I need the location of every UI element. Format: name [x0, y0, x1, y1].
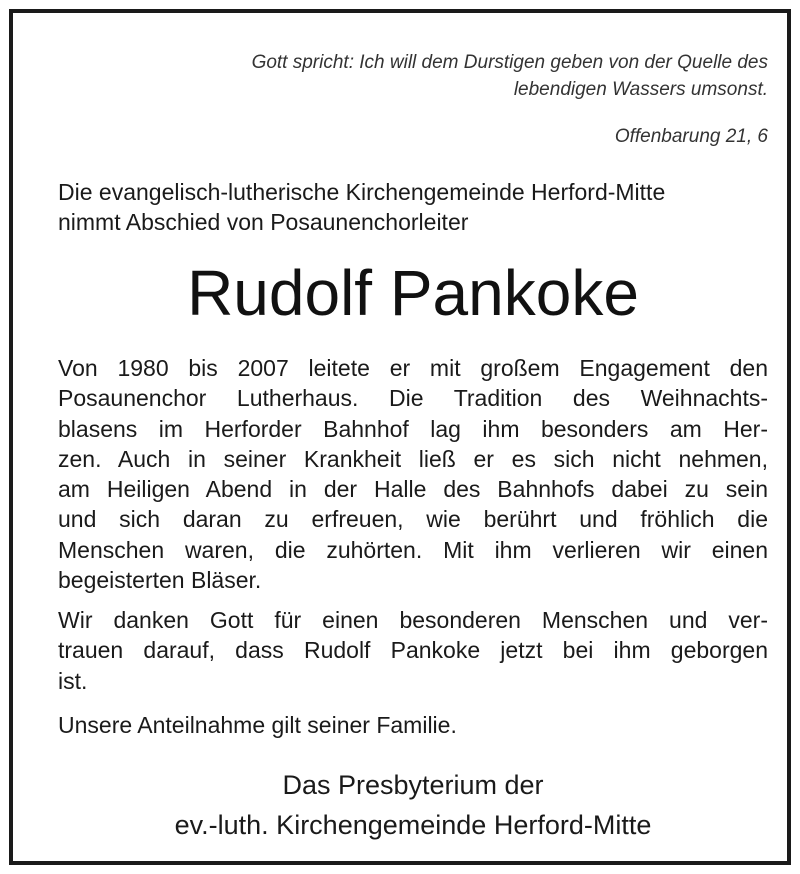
signature-line-2: ev.-luth. Kirchengemeinde Herford-Mitte [174, 810, 652, 840]
intro-line-1: Die evangelisch-lutherische Kirchengemeinde Herford-Mitte [58, 179, 666, 205]
tribute-line: begeisterten Bläser. [58, 567, 262, 594]
thanks-paragraph [58, 605, 768, 696]
tribute-line: und sich daran zu erfreuen, wie berührt und fröhlich die [58, 506, 768, 533]
thanks-line: trauen darauf, dass Rudolf Pankoke jetzt bei ihm geborgen [58, 637, 768, 664]
bible-quote-line-2: lebendigen Wassers umsonst. [513, 79, 768, 100]
bible-quote-source: Offenbarung 21, 6 [614, 126, 768, 147]
obituary-border [9, 9, 791, 865]
tribute-paragraph [58, 353, 768, 595]
thanks-line: Wir danken Gott für einen besonderen Menschen und ver- [58, 607, 768, 633]
signature-line-1: Das Presbyterium der [282, 770, 544, 800]
intro-line-2: nimmt Abschied von Posaunenchorleiter [58, 209, 469, 235]
tribute-line: Posaunenchor Lutherhaus. Die Tradition des Weihnachts- [58, 385, 768, 412]
deceased-name: Rudolf Pankoke [187, 257, 639, 329]
tribute-line: Menschen waren, die zuhörten. Mit ihm verlieren wir einen [58, 536, 768, 563]
tribute-line: Von 1980 bis 2007 leitete er mit großem Engagement den [58, 355, 768, 381]
bible-quote [58, 49, 768, 103]
tribute-line: blasens im Herforder Bahnhof lag ihm besonders am Her- [58, 415, 768, 442]
intro-text [58, 177, 768, 237]
bible-quote-line-1: Gott spricht: Ich will dem Durstigen geben von der Quelle des [251, 52, 768, 73]
condolence-text: Unsere Anteilnahme gilt seiner Familie. [58, 712, 457, 738]
thanks-line: ist. [58, 667, 88, 694]
tribute-line: am Heiligen Abend in der Halle des Bahnhofs dabei zu sein [58, 476, 768, 503]
tribute-line: zen. Auch in seiner Krankheit ließ er es sich nicht nehmen, [58, 445, 768, 472]
signature-block [58, 765, 768, 845]
